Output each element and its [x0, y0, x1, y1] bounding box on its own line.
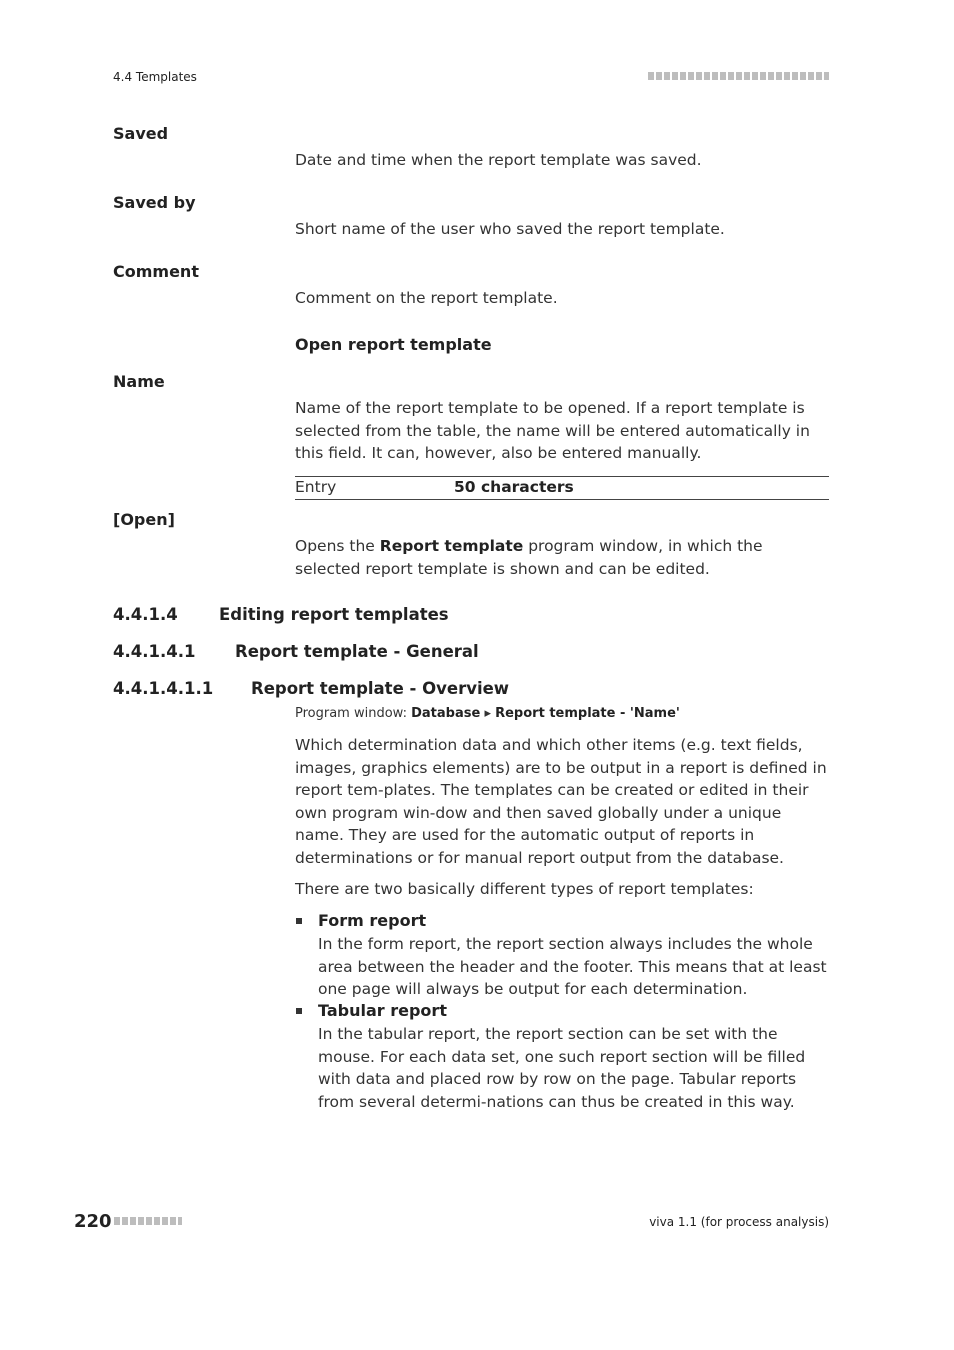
- types-intro: There are two basically different types of report templates:: [295, 880, 754, 898]
- term-saved: Saved: [113, 124, 169, 143]
- entry-value: 50 characters: [454, 478, 574, 496]
- section-title: Editing report templates: [219, 605, 449, 624]
- footer-decoration: [114, 1217, 182, 1225]
- page-number: 220: [74, 1211, 112, 1232]
- desc-open: [295, 535, 829, 580]
- bullet-title-tabular-report: Tabular report: [318, 1001, 447, 1020]
- program-window-label: Program window:: [295, 706, 412, 721]
- section-number: 4.4.1.4: [113, 605, 178, 624]
- overview-paragraph: Which determination data and which other items (e.g. text fields, images, graphics elements) are to be output in a report is defined in report tem-plates. The templates can be created or edited in their own program win-dow and then saved globally under a unique name. They are used for the automatic output of reports in determinations or for manual report output from the database.: [295, 736, 827, 867]
- entry-table: [295, 476, 829, 500]
- bullet-square-icon: [296, 1008, 302, 1014]
- path-database: Database: [411, 706, 481, 721]
- desc-open-post: program window, in which the selected report template is shown and can be edited.: [295, 537, 763, 578]
- desc-open-pre: Opens the: [295, 537, 380, 555]
- section-number: 4.4.1.4.1.1: [113, 679, 214, 698]
- path-arrow-icon: ▸: [484, 706, 491, 721]
- bullet-square-icon: [296, 918, 302, 924]
- desc-open-bold: Report template: [379, 537, 524, 555]
- section-heading-4-4-1-4-1: [113, 642, 613, 664]
- running-header: 4.4 Templates: [113, 70, 197, 84]
- section-heading-4-4-1-4-1-1: [113, 679, 613, 701]
- bullet-text-tabular-report: In the tabular report, the report section can be set with the mouse. For each data set, one such report section will be filled with data and placed row by row on the page. Tabular reports from several determi-nations can thus be created in this way.: [318, 1025, 806, 1111]
- term-open: [Open]: [113, 510, 175, 529]
- section-heading-4-4-1-4: [113, 605, 613, 627]
- section-title: Report template - Overview: [251, 679, 510, 698]
- header-decoration: [648, 72, 829, 80]
- term-name: Name: [113, 372, 165, 391]
- program-window-path: [295, 706, 680, 721]
- desc-saved-by: Short name of the user who saved the report template.: [295, 220, 725, 238]
- desc-comment: Comment on the report template.: [295, 289, 558, 307]
- desc-saved: Date and time when the report template was saved.: [295, 151, 702, 169]
- desc-name: Name of the report template to be opened. If a report template is selected from the table, the name will be entered automatically in this field. It can, however, also be entered manually.: [295, 399, 810, 462]
- footer-product: viva 1.1 (for process analysis): [649, 1215, 829, 1229]
- entry-label: Entry: [295, 478, 337, 496]
- open-dialog-heading: Open report template: [295, 335, 492, 354]
- term-comment: Comment: [113, 262, 199, 281]
- section-title: Report template - General: [235, 642, 479, 661]
- section-number: 4.4.1.4.1: [113, 642, 196, 661]
- term-saved-by: Saved by: [113, 193, 196, 212]
- bullet-text-form-report: In the form report, the report section always includes the whole area between the header and the footer. This means that at least one page will always be output for each determination.: [318, 935, 827, 998]
- bullet-title-form-report: Form report: [318, 911, 427, 930]
- path-report-template: Report template - 'Name': [495, 706, 680, 721]
